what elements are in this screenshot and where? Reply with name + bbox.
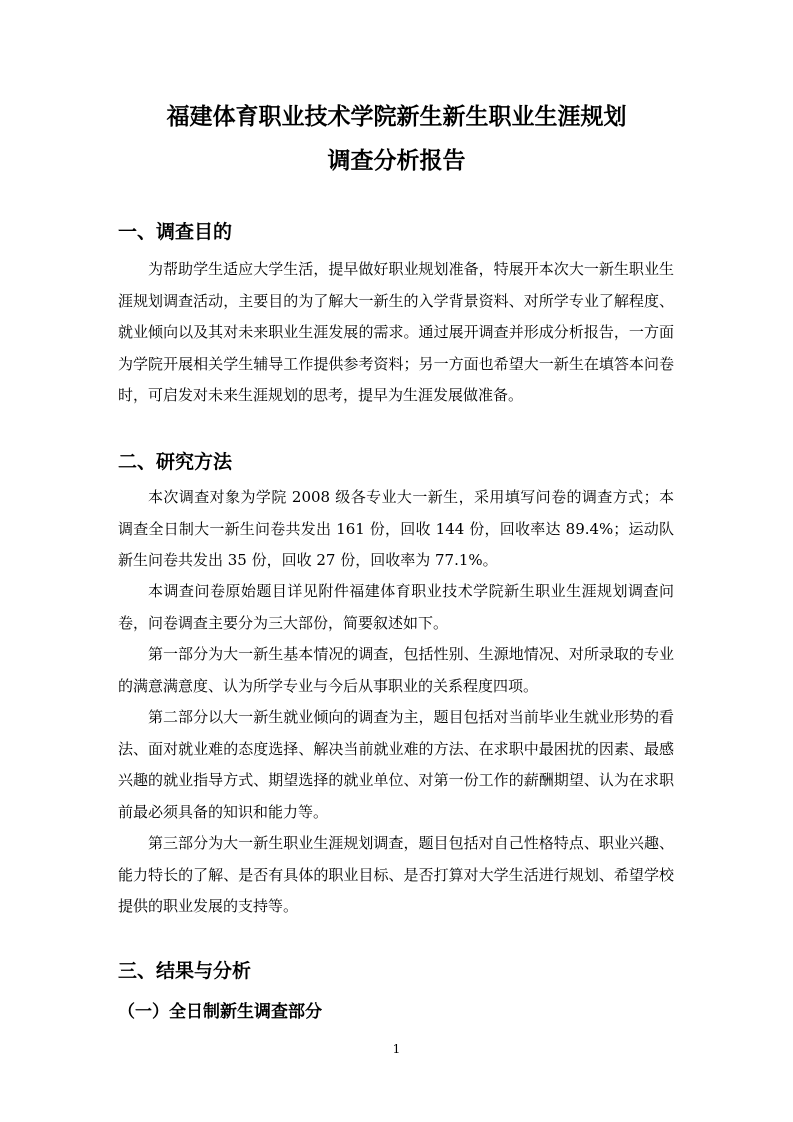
page-number: 1 [392, 1042, 401, 1056]
paragraph-purpose: 为帮助学生适应大学生活，提早做好职业规划准备，特展开本次大一新生职业生涯规划调查活动，主要目的为了解大一新生的入学背景资料、对所学专业了解程度、就业倾向以及其对未来职业生涯发展的需求。通过展开调查并形成分析报告，一方面为学院开展相关学生辅导工作提供参考资料；另一方面也希望大一新生在填答本问卷时，可启发对未来生涯规划的思考，提早为生涯发展做准备。 [118, 260, 674, 404]
subsection-heading-fulltime: （一）全日制新生调查部分 [118, 1002, 322, 1022]
section-heading-results: 三、结果与分析 [118, 960, 252, 982]
section-heading-purpose: 一、调查目的 [118, 221, 233, 243]
paragraph-method-1: 本次调查对象为学院 2008 级各专业大一新生，采用填写问卷的调查方式；本调查全日制大一新生问卷共发出 161 份，回收 144 份，回收率达 89.4%；运动队新生问卷共发出 35 份，回收 27 份，回收率为 77.1%。 [118, 488, 674, 569]
section-heading-method: 二、研究方法 [118, 451, 233, 473]
paragraph-method-5: 第三部分为大一新生职业生涯规划调查，题目包括对自己性格特点、职业兴趣、能力特长的了解、是否有具体的职业目标、是否打算对大学生活进行规划、希望学校提供的职业发展的支持等。 [118, 834, 674, 915]
paragraph-method-2: 本调查问卷原始题目详见附件福建体育职业技术学院新生职业生涯规划调查问卷，问卷调查主要分为三大部份，简要叙述如下。 [118, 582, 674, 632]
paragraph-method-4: 第二部分以大一新生就业倾向的调查为主，题目包括对当前毕业生就业形势的看法、面对就业难的态度选择、解决当前就业难的方法、在求职中最困扰的因素、最感兴趣的就业指导方式、期望选择的就业单位、对第一份工作的薪酬期望、认为在求职前最必须具备的知识和能力等。 [118, 708, 674, 821]
document-title-line-1: 福建体育职业技术学院新生新生职业生涯规划 [166, 104, 627, 130]
paragraph-method-3: 第一部分为大一新生基本情况的调查，包括性别、生源地情况、对所录取的专业的满意满意度、认为所学专业与今后从事职业的关系程度四项。 [118, 645, 674, 695]
document-title-line-2: 调查分析报告 [327, 148, 466, 174]
